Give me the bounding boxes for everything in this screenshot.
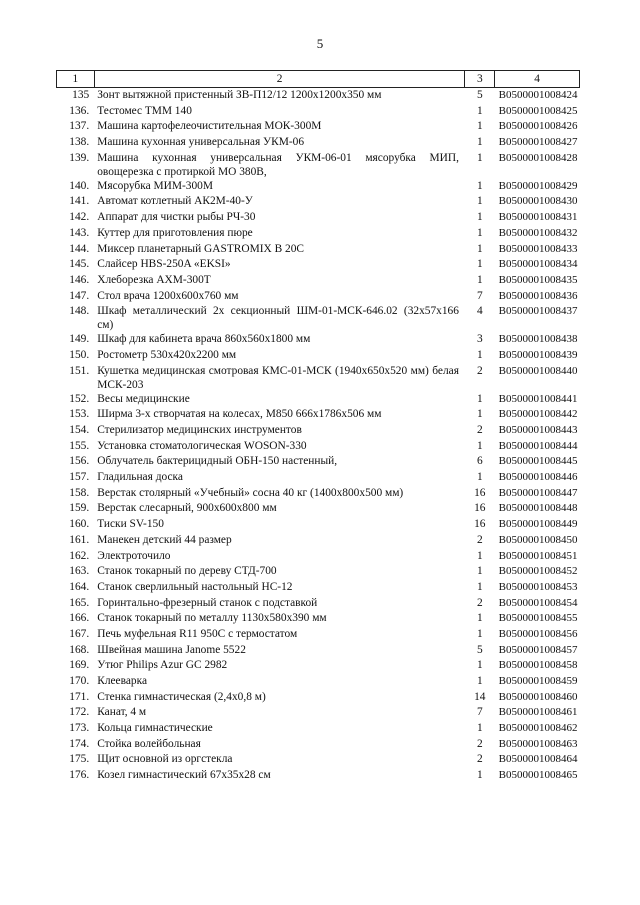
item-quantity: 1 — [476, 722, 483, 735]
item-name: Станок сверлильный настольный НС-12 — [97, 580, 293, 593]
item-name: Манекен детский 44 размер — [97, 533, 232, 546]
row-number: 171. — [69, 690, 90, 703]
item-quantity: 2 — [476, 737, 483, 750]
inventory-code: B0500001008449 — [498, 518, 578, 531]
item-quantity: 1 — [476, 612, 483, 625]
item-name: Миксер планетарный GASTROMIX B 20C — [97, 242, 305, 255]
item-name: Гладильная доска — [97, 471, 183, 484]
item-quantity: 5 — [476, 643, 483, 656]
item-name: Шкаф для кабинета врача 860х560х1800 мм — [97, 333, 311, 346]
inventory-code: B0500001008451 — [498, 549, 578, 562]
table-row — [57, 564, 580, 580]
inventory-code: B0500001008465 — [498, 769, 578, 782]
table-row — [57, 721, 580, 737]
item-quantity: 7 — [476, 289, 483, 302]
inventory-code: B0500001008462 — [498, 722, 578, 735]
row-number: 164. — [69, 580, 90, 593]
inventory-code: B0500001008447 — [498, 486, 578, 499]
item-name: Стойка волейбольная — [97, 737, 201, 750]
table-row — [57, 407, 580, 423]
item-name: Автомат котлетный АК2М-40-У — [97, 195, 253, 208]
table-row — [57, 88, 580, 104]
header-col-1: 1 — [57, 71, 95, 88]
table-row — [57, 486, 580, 502]
row-number: 170. — [69, 675, 90, 687]
item-quantity: 1 — [476, 392, 483, 405]
item-name: Мясорубка МИМ-300М — [97, 179, 213, 192]
table-row — [57, 226, 580, 242]
item-name: Козел гимнастический 67х35х28 см — [97, 769, 271, 782]
item-name: Шкаф металлический 2х секционный ШМ-01-МСК-646.02 (32х57х166 см) — [97, 305, 459, 332]
item-name: Облучатель бактерицидный ОБН-150 настенный, — [97, 455, 338, 468]
item-quantity: 2 — [476, 596, 483, 609]
page-number: 5 — [316, 36, 324, 51]
item-name: Машина картофелеочистительная МОК-300М — [97, 120, 322, 133]
row-number: 153. — [69, 408, 90, 421]
item-name: Тиски SV-150 — [97, 518, 164, 531]
item-quantity: 1 — [476, 580, 483, 593]
row-number: 138. — [69, 136, 90, 149]
inventory-code: B0500001008444 — [498, 439, 578, 452]
row-number: 141. — [69, 195, 90, 208]
inventory-table — [56, 70, 580, 784]
row-number: 148. — [69, 305, 90, 318]
inventory-code: B0500001008426 — [498, 120, 578, 133]
item-quantity: 16 — [474, 486, 486, 499]
inventory-code: B0500001008457 — [498, 643, 578, 656]
item-name: Весы медицинские — [97, 392, 190, 405]
item-name: Хлеборезка АХМ-300Т — [97, 273, 211, 286]
table-row — [57, 119, 580, 135]
item-quantity: 3 — [476, 333, 483, 346]
item-quantity: 7 — [476, 706, 483, 719]
item-quantity: 1 — [476, 258, 483, 271]
inventory-code: B0500001008456 — [498, 627, 578, 640]
table-row — [57, 194, 580, 210]
inventory-code: B0500001008424 — [498, 89, 578, 101]
row-number: 176. — [69, 769, 90, 782]
item-quantity: 1 — [476, 627, 483, 640]
row-number: 174. — [69, 737, 90, 750]
inventory-code: B0500001008436 — [498, 289, 578, 302]
row-number: 135 — [72, 89, 90, 101]
item-name: Ширма 3-х створчатая на колесах, М850 666х1786х506 мм — [97, 408, 382, 421]
table-row — [57, 135, 580, 151]
row-number: 156. — [69, 455, 90, 468]
inventory-code: B0500001008427 — [498, 136, 578, 149]
item-quantity: 2 — [476, 424, 483, 436]
item-name: Машина кухонная универсальная УКМ-06-01 мясорубка МИП, овощерезка с протиркой МО 380В, — [97, 151, 459, 178]
item-name: Электроточило — [97, 549, 171, 562]
inventory-code: B0500001008454 — [498, 596, 578, 609]
inventory-code: B0500001008461 — [498, 706, 578, 719]
inventory-code: B0500001008430 — [498, 195, 578, 208]
row-number: 160. — [69, 518, 90, 531]
header-col-2: 2 — [94, 71, 465, 88]
item-name: Кушетка медицинская смотровая КМС-01-МСК (1940х650х520 мм) белая МСК-203 — [97, 364, 459, 391]
inventory-code: B0500001008458 — [498, 659, 578, 672]
table-row — [57, 737, 580, 753]
table-row — [57, 423, 580, 439]
item-quantity: 16 — [474, 518, 486, 531]
table-row — [57, 304, 580, 332]
item-quantity: 1 — [476, 439, 483, 452]
table-row — [57, 580, 580, 596]
item-quantity: 1 — [476, 659, 483, 672]
item-quantity: 1 — [476, 471, 483, 484]
row-number: 150. — [69, 348, 90, 361]
row-number: 143. — [69, 226, 90, 239]
item-quantity: 6 — [476, 455, 483, 468]
row-number: 145. — [69, 258, 90, 271]
inventory-code: B0500001008431 — [498, 211, 578, 224]
item-quantity: 2 — [476, 533, 483, 546]
item-name: Клееварка — [97, 675, 148, 687]
item-name: Станок токарный по металлу 1130х580х390 мм — [97, 612, 327, 625]
table-body — [57, 88, 580, 784]
table-row — [57, 549, 580, 565]
item-quantity: 1 — [476, 408, 483, 421]
row-number: 137. — [69, 120, 90, 133]
row-number: 172. — [69, 706, 90, 719]
item-quantity: 1 — [476, 273, 483, 286]
inventory-code: B0500001008439 — [498, 348, 578, 361]
table-row — [57, 643, 580, 659]
row-number: 140. — [69, 179, 90, 192]
inventory-code: B0500001008429 — [498, 179, 578, 192]
item-quantity: 16 — [474, 502, 486, 515]
row-number: 175. — [69, 753, 90, 766]
inventory-code: B0500001008438 — [498, 333, 578, 346]
inventory-code: B0500001008455 — [498, 612, 578, 625]
row-number: 146. — [69, 273, 90, 286]
item-quantity: 4 — [476, 305, 483, 318]
inventory-code: B0500001008459 — [498, 675, 578, 687]
inventory-code: B0500001008440 — [498, 364, 578, 377]
inventory-code: B0500001008437 — [498, 305, 578, 318]
row-number: 139. — [69, 151, 90, 164]
table-row — [57, 392, 580, 408]
table-row — [57, 611, 580, 627]
table-row — [57, 674, 580, 690]
table-row — [57, 705, 580, 721]
item-name: Зонт вытяжной пристенный ЗВ-П12/12 1200х1200х350 мм — [97, 89, 382, 101]
table-row — [57, 768, 580, 784]
inventory-code: B0500001008425 — [498, 104, 578, 117]
table-row — [57, 596, 580, 612]
row-number: 168. — [69, 643, 90, 656]
item-name: Машина кухонная универсальная УКМ-06 — [97, 136, 305, 149]
inventory-code: B0500001008428 — [498, 151, 578, 164]
table-row — [57, 470, 580, 486]
table-row — [57, 289, 580, 305]
inventory-code: B0500001008433 — [498, 242, 578, 255]
inventory-code: B0500001008441 — [498, 392, 578, 405]
header-col-4: 4 — [495, 71, 580, 88]
row-number: 167. — [69, 627, 90, 640]
row-number: 157. — [69, 471, 90, 484]
row-number: 154. — [69, 424, 90, 436]
table-row — [57, 332, 580, 348]
item-name: Кольца гимнастические — [97, 722, 213, 735]
item-name: Куттер для приготовления пюре — [97, 226, 253, 239]
item-quantity: 2 — [476, 753, 483, 766]
row-number: 147. — [69, 289, 90, 302]
item-quantity: 1 — [476, 179, 483, 192]
row-number: 152. — [69, 392, 90, 405]
row-number: 136. — [69, 104, 90, 117]
table-row — [57, 658, 580, 674]
table-row — [57, 179, 580, 195]
inventory-code: B0500001008450 — [498, 533, 578, 546]
table-row — [57, 501, 580, 517]
item-quantity: 1 — [476, 675, 483, 687]
table-row — [57, 439, 580, 455]
inventory-code: B0500001008432 — [498, 226, 578, 239]
item-name: Верстак столярный «Учебный» сосна 40 кг (1400х800х500 мм) — [97, 486, 404, 499]
item-quantity: 1 — [476, 348, 483, 361]
table-row — [57, 151, 580, 179]
item-name: Тестомес ТММ 140 — [97, 104, 192, 117]
item-name: Установка стоматологическая WOSON-330 — [97, 439, 307, 452]
row-number: 165. — [69, 596, 90, 609]
item-name: Швейная машина Janome 5522 — [97, 643, 246, 656]
table-row — [57, 752, 580, 768]
inventory-code: B0500001008463 — [498, 737, 578, 750]
table-row — [57, 104, 580, 120]
item-quantity: 1 — [476, 226, 483, 239]
item-name: Слайсер HBS-250A «EKSI» — [97, 258, 231, 271]
item-name: Стол врача 1200х600х760 мм — [97, 289, 239, 302]
table-header — [57, 71, 580, 88]
row-number: 149. — [69, 333, 90, 346]
item-quantity: 1 — [476, 195, 483, 208]
row-number: 169. — [69, 659, 90, 672]
table-row — [57, 690, 580, 706]
table-row — [57, 257, 580, 273]
inventory-code: B0500001008445 — [498, 455, 578, 468]
row-number: 159. — [69, 502, 90, 515]
row-number: 163. — [69, 565, 90, 578]
item-name: Стерилизатор медицинских инструментов — [97, 424, 302, 436]
inventory-code: B0500001008464 — [498, 753, 578, 766]
item-name: Канат, 4 м — [97, 706, 147, 719]
table-row — [57, 627, 580, 643]
row-number: 173. — [69, 722, 90, 735]
row-number: 161. — [69, 533, 90, 546]
item-quantity: 1 — [476, 136, 483, 149]
row-number: 144. — [69, 242, 90, 255]
item-quantity: 1 — [476, 565, 483, 578]
header-col-3: 3 — [465, 71, 495, 88]
row-number: 142. — [69, 211, 90, 224]
item-quantity: 14 — [474, 690, 486, 703]
item-quantity: 1 — [476, 211, 483, 224]
row-number: 166. — [69, 612, 90, 625]
row-number: 158. — [69, 486, 90, 499]
row-number: 155. — [69, 439, 90, 452]
item-quantity: 1 — [476, 242, 483, 255]
item-name: Станок токарный по дереву СТД-700 — [97, 565, 277, 578]
item-name: Щит основной из оргстекла — [97, 753, 233, 766]
item-quantity: 1 — [476, 151, 483, 164]
item-name: Верстак слесарный, 900х600х800 мм — [97, 502, 277, 515]
inventory-code: B0500001008435 — [498, 273, 578, 286]
inventory-code: B0500001008452 — [498, 565, 578, 578]
table-row — [57, 273, 580, 289]
item-name: Ростометр 530х420х2200 мм — [97, 348, 237, 361]
table-row — [57, 348, 580, 364]
table-row — [57, 364, 580, 392]
table-row — [57, 242, 580, 258]
inventory-code: B0500001008460 — [498, 690, 578, 703]
table-row — [57, 517, 580, 533]
item-quantity: 1 — [476, 549, 483, 562]
inventory-code: B0500001008453 — [498, 580, 578, 593]
inventory-code: B0500001008446 — [498, 471, 578, 484]
item-name: Стенка гимнастическая (2,4х0,8 м) — [97, 690, 266, 703]
table-row — [57, 533, 580, 549]
row-number: 151. — [69, 364, 90, 377]
inventory-code: B0500001008448 — [498, 502, 578, 515]
inventory-code: B0500001008443 — [498, 424, 578, 436]
item-quantity: 1 — [476, 120, 483, 133]
item-name: Горинтально-фрезерный станок с подставкой — [97, 596, 318, 609]
table-row — [57, 210, 580, 226]
inventory-code: B0500001008442 — [498, 408, 578, 421]
item-quantity: 1 — [476, 769, 483, 782]
item-name: Печь муфельная R11 950C с термостатом — [97, 627, 298, 640]
row-number: 162. — [69, 549, 90, 562]
inventory-code: B0500001008434 — [498, 258, 578, 271]
item-quantity: 2 — [476, 364, 483, 377]
item-name: Аппарат для чистки рыбы РЧ-30 — [97, 211, 256, 224]
item-quantity: 5 — [476, 89, 483, 101]
table-row — [57, 454, 580, 470]
item-quantity: 1 — [476, 104, 483, 117]
item-name: Утюг Philips Azur GC 2982 — [97, 659, 228, 672]
